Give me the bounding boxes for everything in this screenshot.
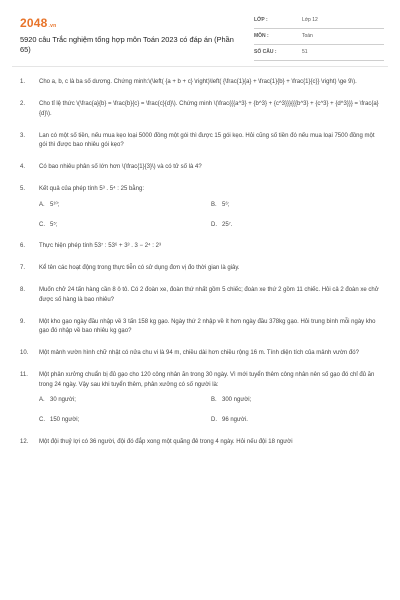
answer-option-b[interactable] xyxy=(211,201,383,210)
question-item xyxy=(20,242,384,252)
question-text: Một đội thuỷ lợi có 36 người, đội đó đắp xong một quãng đê trong 4 ngày. Hỏi nếu đội 18 người xyxy=(39,438,293,445)
answer-option-b[interactable] xyxy=(211,396,383,405)
question-text: Kết quả của phép tính 5³ . 5⁴ : 25 bằng: xyxy=(39,186,144,192)
question-item xyxy=(20,185,384,230)
option-letter: D. xyxy=(211,417,217,423)
question-number: 7. xyxy=(20,265,26,271)
meta-row-subject xyxy=(254,32,384,45)
question-text: Muốn chở 24 tấn hàng cần 8 ô tô. Có 2 đoàn xe, đoàn thứ nhất gồm 5 chiếc; đoàn xe thứ 2 gồm 11 chiếc. Hỏi cả 2 đoàn xe chở được số hàng là bao nhiêu? xyxy=(39,287,379,303)
answer-options xyxy=(39,396,384,425)
option-letter: C. xyxy=(39,417,45,423)
question-number: 8. xyxy=(20,287,26,293)
meta-value: 51 xyxy=(302,49,308,55)
option-text: 5⁵; xyxy=(50,221,58,228)
logo-text: 2048 xyxy=(20,16,48,30)
question-item xyxy=(20,264,384,274)
meta-row-count xyxy=(254,48,384,61)
option-letter: A. xyxy=(39,201,45,208)
question-number: 1. xyxy=(20,79,26,85)
document-header xyxy=(20,12,384,58)
question-text: Một kho gạo ngày đầu nhập về 3 tấn 158 kg gạo. Ngày thứ 2 nhập về ít hơn ngày đầu 378kg gạo. Hỏi trung bình mỗi ngày kho gạo đó nhập về bao nhiêu kg gạo? xyxy=(39,318,376,334)
logo-extension: .vn xyxy=(48,23,57,29)
option-letter: B. xyxy=(211,201,217,208)
option-text: 300 người; xyxy=(222,397,252,403)
option-letter: A. xyxy=(39,397,45,403)
option-text: 5¹⁰; xyxy=(50,201,60,208)
document-title: 5920 câu Trắc nghiệm tổng hợp môn Toán 2023 có đáp án (Phần 65) xyxy=(20,35,234,54)
meta-value: Toán xyxy=(302,33,313,39)
answer-option-a[interactable] xyxy=(39,396,211,405)
meta-row-class xyxy=(254,16,384,29)
option-letter: D. xyxy=(211,221,217,228)
question-number: 5. xyxy=(20,186,26,192)
question-text: Cho tỉ lệ thức \(\frac{a}{b} = \frac{b}{c} = \frac{c}{d}\). Chứng minh \(\frac{{{a^3} + {b^3} + {c^3}}}{{{b^3} + {c^3} + {d^3}}} = \frac{a}{d}\). xyxy=(39,101,379,117)
question-number: 2. xyxy=(20,101,26,107)
question-number: 12. xyxy=(20,438,29,445)
answer-option-c[interactable] xyxy=(39,416,211,425)
question-number: 11. xyxy=(20,372,28,378)
question-text: Kể tên các hoạt động trong thực tiễn có sử dụng đơn vị đo thời gian là giây. xyxy=(39,265,240,271)
question-text: Có bao nhiêu phân số lớn hơn \(\frac{1}{3}\) và có tử số là 4? xyxy=(39,164,202,170)
answer-options xyxy=(39,201,384,230)
question-item xyxy=(20,286,384,305)
question-text: Một mảnh vườn hình chữ nhật có nửa chu vi là 94 m, chiều dài hơn chiều rộng 16 m. Tính diện tích của mảnh vườn đó? xyxy=(39,350,359,356)
question-text: Lan có một số tiền, nếu mua kẹo loại 5000 đồng một gói thì được 15 gói kẹo. Hỏi cũng số tiền đó nếu mua loại 7500 đồng một gói thì được bao nhiêu gói kẹo? xyxy=(39,132,375,148)
question-item xyxy=(20,371,384,425)
question-item xyxy=(20,318,384,337)
meta-label: SỐ CÂU : xyxy=(254,49,277,55)
question-text: Cho a, b, c là ba số dương. Chứng minh:\(\left( {a + b + c} \right)\left( {\frac{1}{a} + \frac{1}{b} + \frac{1}{c}} \right) \ge 9\). xyxy=(39,79,357,85)
question-item xyxy=(20,349,384,359)
question-item xyxy=(20,438,384,448)
option-text: 25⁷. xyxy=(222,221,233,228)
question-list xyxy=(20,78,384,460)
document-meta xyxy=(254,16,384,64)
meta-label: MÔN : xyxy=(254,33,269,39)
option-text: 96 người. xyxy=(222,417,248,423)
question-number: 3. xyxy=(20,132,26,139)
answer-option-d[interactable] xyxy=(211,416,383,425)
question-item xyxy=(20,100,384,119)
option-text: 150 người; xyxy=(50,417,80,423)
meta-label: LỚP : xyxy=(254,17,268,23)
site-logo[interactable] xyxy=(20,16,56,30)
header-divider xyxy=(12,66,388,67)
option-text: 30 người; xyxy=(50,397,76,403)
question-number: 9. xyxy=(20,318,26,325)
meta-value: Lớp 12 xyxy=(302,17,318,23)
question-item xyxy=(20,163,384,173)
option-letter: B. xyxy=(211,397,217,403)
question-item xyxy=(20,132,384,151)
question-number: 6. xyxy=(20,243,26,249)
answer-option-d[interactable] xyxy=(211,221,383,230)
question-item xyxy=(20,78,384,88)
option-text: 5⁶; xyxy=(222,201,230,208)
question-number: 10. xyxy=(20,350,29,356)
question-number: 4. xyxy=(20,164,26,170)
option-letter: C. xyxy=(39,221,45,228)
answer-option-c[interactable] xyxy=(39,221,211,230)
question-text: Thực hiện phép tính 53⁷ : 53⁶ + 3³ . 3 − 2⁴ : 2³ xyxy=(39,243,161,249)
question-text: Một phân xưởng chuẩn bị đủ gạo cho 120 công nhân ăn trong 30 ngày. Vì mới tuyển thêm công nhân nên số gạo đó chỉ đủ ăn trong 24 ngày. Vậy sau khi tuyển thêm, phân xưởng có số người là: xyxy=(39,372,375,388)
answer-option-a[interactable] xyxy=(39,201,211,210)
